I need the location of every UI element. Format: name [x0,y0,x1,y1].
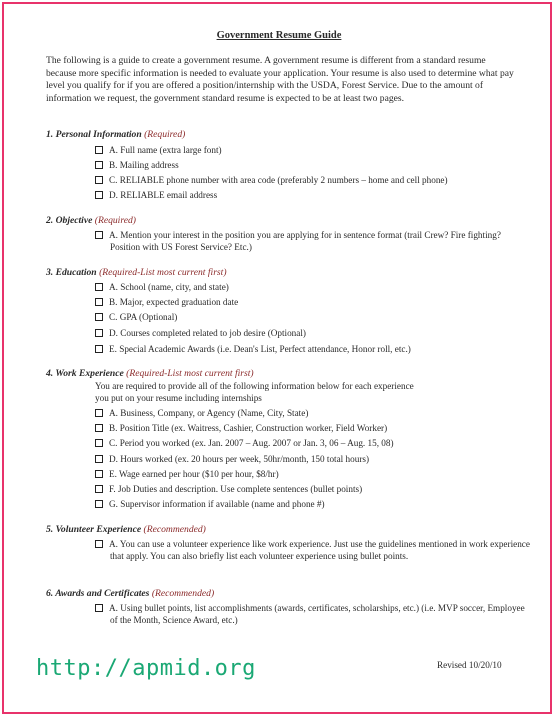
checklist-item[interactable]: D. Hours worked (ex. 20 hours per week, 50hr/month, 150 total hours) [95,453,515,465]
section-heading-volunteer: 5. Volunteer Experience (Recommended) [46,524,206,535]
revised-date: Revised 10/20/10 [437,660,502,670]
checklist-item[interactable]: C. Period you worked (ex. Jan. 2007 – Aug. 2007 or Jan. 3, 06 – Aug. 15, 08) [95,437,515,449]
checklist-item[interactable]: A. Business, Company, or Agency (Name, City, State) [95,407,515,419]
checkbox-icon[interactable] [95,191,103,199]
checkbox-icon[interactable] [95,298,103,306]
checkbox-icon[interactable] [95,176,103,184]
checklist-item[interactable]: D. RELIABLE email address [95,189,515,201]
checkbox-icon[interactable] [95,424,103,432]
page-title: Government Resume Guide [216,30,342,41]
checklist-item[interactable]: E. Wage earned per hour ($10 per hour, $8/hr) [95,468,515,480]
section-heading-education: 3. Education (Required-List most current first) [46,267,227,278]
checklist-item[interactable]: F. Job Duties and description. Use complete sentences (bullet points) [95,483,515,495]
checkbox-icon[interactable] [95,231,103,239]
checkbox-icon[interactable] [95,161,103,169]
checklist-item[interactable]: E. Special Academic Awards (i.e. Dean's List, Perfect attendance, Honor roll, etc.) [95,343,515,355]
checklist-item[interactable]: C. RELIABLE phone number with area code (preferably 2 numbers – home and cell phone) [95,174,515,186]
checkbox-icon[interactable] [95,485,103,493]
checklist-item[interactable]: G. Supervisor information if available (name and phone #) [95,498,515,510]
checkbox-icon[interactable] [95,329,103,337]
checklist-item[interactable]: B. Mailing address [95,159,515,171]
checklist-item[interactable]: A. Using bullet points, list accomplishments (awards, certificates, scholarships, etc.) (i.e. MVP soccer, Employee of the Month, Science Award, etc.) [95,602,530,626]
checkbox-icon[interactable] [95,345,103,353]
section-heading-awards: 6. Awards and Certificates (Recommended) [46,588,215,599]
section-heading-work: 4. Work Experience (Required-List most current first) [46,368,254,379]
intro-paragraph: The following is a guide to create a government resume. A government resume is different from a standard resume because more specific information is needed to evaluate your application. Your resume is also used to determine what pay level you qualify for if you are offered a position/internship with the USDA, Forest Service. Due to the amount of information we request, the government standard resume is expected to be at least two pages. [46,55,514,104]
checkbox-icon[interactable] [95,439,103,447]
checkbox-icon[interactable] [95,313,103,321]
checklist-item[interactable]: B. Major, expected graduation date [95,296,515,308]
section-heading-personal: 1. Personal Information (Required) [46,129,186,140]
checklist-item[interactable]: D. Courses completed related to job desire (Optional) [95,327,515,339]
checklist-item[interactable]: A. Mention your interest in the position you are applying for in sentence format (trail Crew? Fire fighting? Position with US Forest Service? Etc.) [95,229,530,253]
checklist-item[interactable]: C. GPA (Optional) [95,311,515,323]
checkbox-icon[interactable] [95,409,103,417]
checkbox-icon[interactable] [95,470,103,478]
checkbox-icon[interactable] [95,283,103,291]
checkbox-icon[interactable] [95,146,103,154]
checkbox-icon[interactable] [95,500,103,508]
checklist-item[interactable]: A. Full name (extra large font) [95,144,515,156]
checkbox-icon[interactable] [95,604,103,612]
checklist-item[interactable]: A. You can use a volunteer experience like work experience. Just use the guidelines mentioned in work experience that apply. You can also briefly list each volunteer experience using bullet points. [95,538,530,562]
checklist-item[interactable]: B. Position Title (ex. Waitress, Cashier, Construction worker, Field Worker) [95,422,515,434]
checkbox-icon[interactable] [95,540,103,548]
watermark-url: http://apmid.org [36,656,256,681]
section-heading-objective: 2. Objective (Required) [46,215,136,226]
checkbox-icon[interactable] [95,455,103,463]
work-experience-note: You are required to provide all of the following information below for each experience you put on your resume including internships [95,381,414,403]
checklist-item[interactable]: A. School (name, city, and state) [95,281,515,293]
